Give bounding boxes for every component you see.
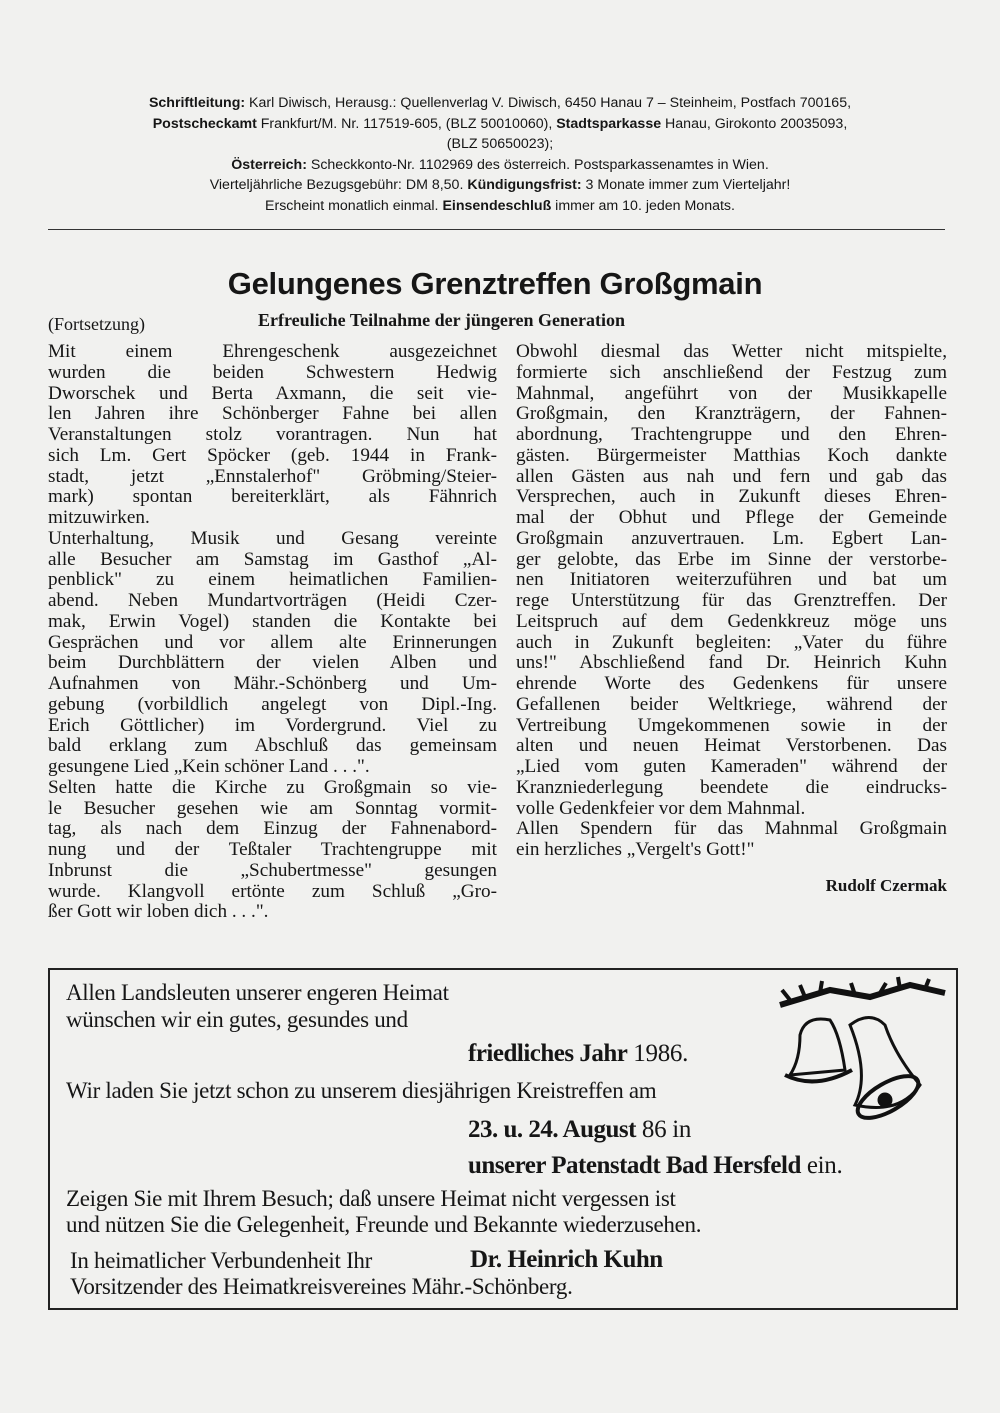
masthead-line: Vierteljährliche Bezugsgebühr: DM 8,50. Kündigungsfrist: 3 Monate immer zum Vierteljahr! [209,177,791,194]
article-line: rege Unterstützung für das Grenztreffen. Der [516,590,947,611]
article-line: len Jahren ihre Schönberger Fahne bei allen [48,403,497,425]
article-line: Allen Spendern für das Mahnmal Großgmain [516,818,947,840]
article-line: Inbrunst die „Schubertmesse" gesungen [48,859,497,881]
article-line: Großgmain anzuvertrauen. Lm. Egbert Lan- [516,527,947,549]
article-line: ein herzliches „Vergelt's Gott!" [516,839,755,860]
article-line: Versprechen, auch in Zukunft dieses Ehren- [516,486,947,508]
article-line: nen Initiatoren weiterzuführen und bat um [516,569,947,591]
article-line: Kranzniederlegung beendete die eindrucks- [516,776,947,798]
article-line: Veranstaltungen stolz vorantragen. Nun hat [48,424,497,445]
article-line: allen Gästen aus nah und fern und gab das [516,465,947,487]
article-line: Gefallenen beider Weltkriege, während der [516,693,947,715]
article-line: tag, als nach dem Einzug der Fahnenabord- [48,818,497,840]
article-line: Großgmain, den Kranzträgern, der Fahnen- [516,403,947,425]
article-line: Aufnahmen von Mähr.-Schönberg und Um- [48,673,497,694]
article-column-right [516,342,947,861]
article-line: le Besucher gesehen wie am Sonntag vormit- [48,797,497,819]
article-line: Gesprächen und vor allem alte Erinnerungen [48,631,497,653]
article-line: Erich Göttlicher) im Vordergrund. Viel zu [48,714,497,736]
article-line: abordnung, Trachtengruppe und den Ehren- [516,424,947,445]
greeting-line: unserer Patenstadt Bad Hersfeld ein. [468,1152,843,1179]
article-title: Gelungenes Grenztreffen Großgmain [227,266,763,301]
article-subtitle: Erfreuliche Teilnahme der jüngeren Generation [258,310,625,330]
article-line: ßer Gott wir loben dich . . .". [48,901,269,923]
article-line: wurden die beiden Schwestern Hedwig [48,361,497,383]
article-line: volle Gedenkfeier vor dem Mahnmal. [516,797,806,819]
article-line: Obwohl diesmal das Wetter nicht mitspielte, [516,341,947,362]
greeting-line: In heimatlicher Verbundenheit Ihr [70,1248,372,1273]
article-line: abend. Neben Mundartvorträgen (Heidi Czer- [48,590,497,611]
article-line: gesungene Lied „Kein schöner Land . . .". [48,756,370,777]
article-column-left [48,342,497,923]
article-line: Vertreibung Umgekommenen sowie in der [516,714,947,736]
greeting-line: Allen Landsleuten unserer engeren Heimat [66,980,449,1005]
article-line: Unterhaltung, Musik und Gesang vereinte [48,527,497,549]
masthead-line: Postscheckamt Frankfurt/M. Nr. 117519-605, (BLZ 50010060), Stadtsparkasse Hanau, Girokonto 20035093, [152,115,848,132]
masthead [40,93,960,217]
article-line: mal der Obhut und Pflege der Gemeinde [516,507,947,528]
greeting-line: und nützen Sie die Gelegenheit, Freunde und Bekannte wiederzusehen. [66,1212,702,1237]
article-line: uns!" Abschließend fand Dr. Heinrich Kuhn [516,652,947,674]
article-line: ger gelobte, das Erbe im Sinne der verstorbe- [516,548,947,570]
article-line: gebung (vorbildlich angelegt von Dipl.-Ing. [48,693,497,715]
greeting-line: 23. u. 24. August 86 in [468,1116,692,1143]
article-line: ehrende Worte des Gedenkens für unsere [516,673,947,694]
greeting-line: friedliches Jahr 1986. [468,1040,689,1067]
article-line: mark) spontan bereiterklärt, als Fähnrich [48,486,497,508]
continued-label: (Fortsetzung) [48,314,145,334]
article-line: Selten hatte die Kirche zu Großgmain so vie- [48,776,497,798]
article-line: bald erklang zum Abschluß das gemeinsam [48,735,497,757]
article-line: alle Besucher am Samstag im Gasthof „Al- [48,548,497,570]
article-line: penblick" zu einem heimatlichen Familien- [48,569,497,591]
greeting-line: Wir laden Sie jetzt schon zu unserem diesjährigen Kreistreffen am [66,1078,657,1103]
article-line: Dworschek und Berta Axmann, die seit vie- [48,382,497,404]
masthead-line: (BLZ 50650023); [446,136,554,153]
divider [48,229,945,230]
article-line: Leitspruch auf dem Gedenkkreuz möge uns [516,610,947,632]
article-line: beim Durchblättern der vielen Alben und [48,652,497,674]
masthead-line: Erscheint monatlich einmal. Einsendeschluß immer am 10. jeden Monats. [265,197,735,214]
greeting-line: Vorsitzender des Heimatkreisvereines Mähr.-Schönberg. [70,1274,573,1299]
article-line: mitzuwirken. [48,507,150,528]
article-line: alten und neuen Heimat Verstorbenen. Das [516,735,947,757]
greeting-line: Zeigen Sie mit Ihrem Besuch; daß unsere Heimat nicht vergessen ist [66,1186,676,1211]
article-line: Mahnmal, angeführt von der Musikkapelle [516,382,947,404]
greeting-line: wünschen wir ein gutes, gesundes und [66,1007,408,1032]
masthead-line: Schriftleitung: Karl Diwisch, Herausg.: Quellenverlag V. Diwisch, 6450 Hanau 7 – Steinheim, Postfach 700165, [148,95,852,111]
article-line: auch in Zukunft begleiten: „Vater du führe [516,631,947,653]
greeting-signature: Dr. Heinrich Kuhn [470,1246,663,1273]
article-line: wurde. Klangvoll ertönte zum Schluß „Gro- [48,880,497,902]
article-line: „Lied vom guten Kameraden" während der [516,756,947,777]
article-line: sich Lm. Gert Spöcker (geb. 1944 in Frank- [48,444,497,466]
christmas-bells-icon [760,975,950,1125]
article-line: formierte sich anschließend der Festzug zum [516,361,947,383]
article-line: stadt, jetzt „Ennstalerhof" Gröbming/Steier- [48,465,497,487]
article-line: mak, Erwin Vogel) standen die Kontakte bei [48,610,497,632]
article-author: Rudolf Czermak [825,876,947,895]
article-line: nung und der Teßtaler Trachtengruppe mit [48,839,497,860]
article-line: gästen. Bürgermeister Matthias Koch dankte [516,444,947,466]
article-line: Mit einem Ehrengeschenk ausgezeichnet [48,341,497,362]
masthead-line: Österreich: Scheckkonto-Nr. 1102969 des österreich. Postsparkassenamtes in Wien. [231,156,769,173]
